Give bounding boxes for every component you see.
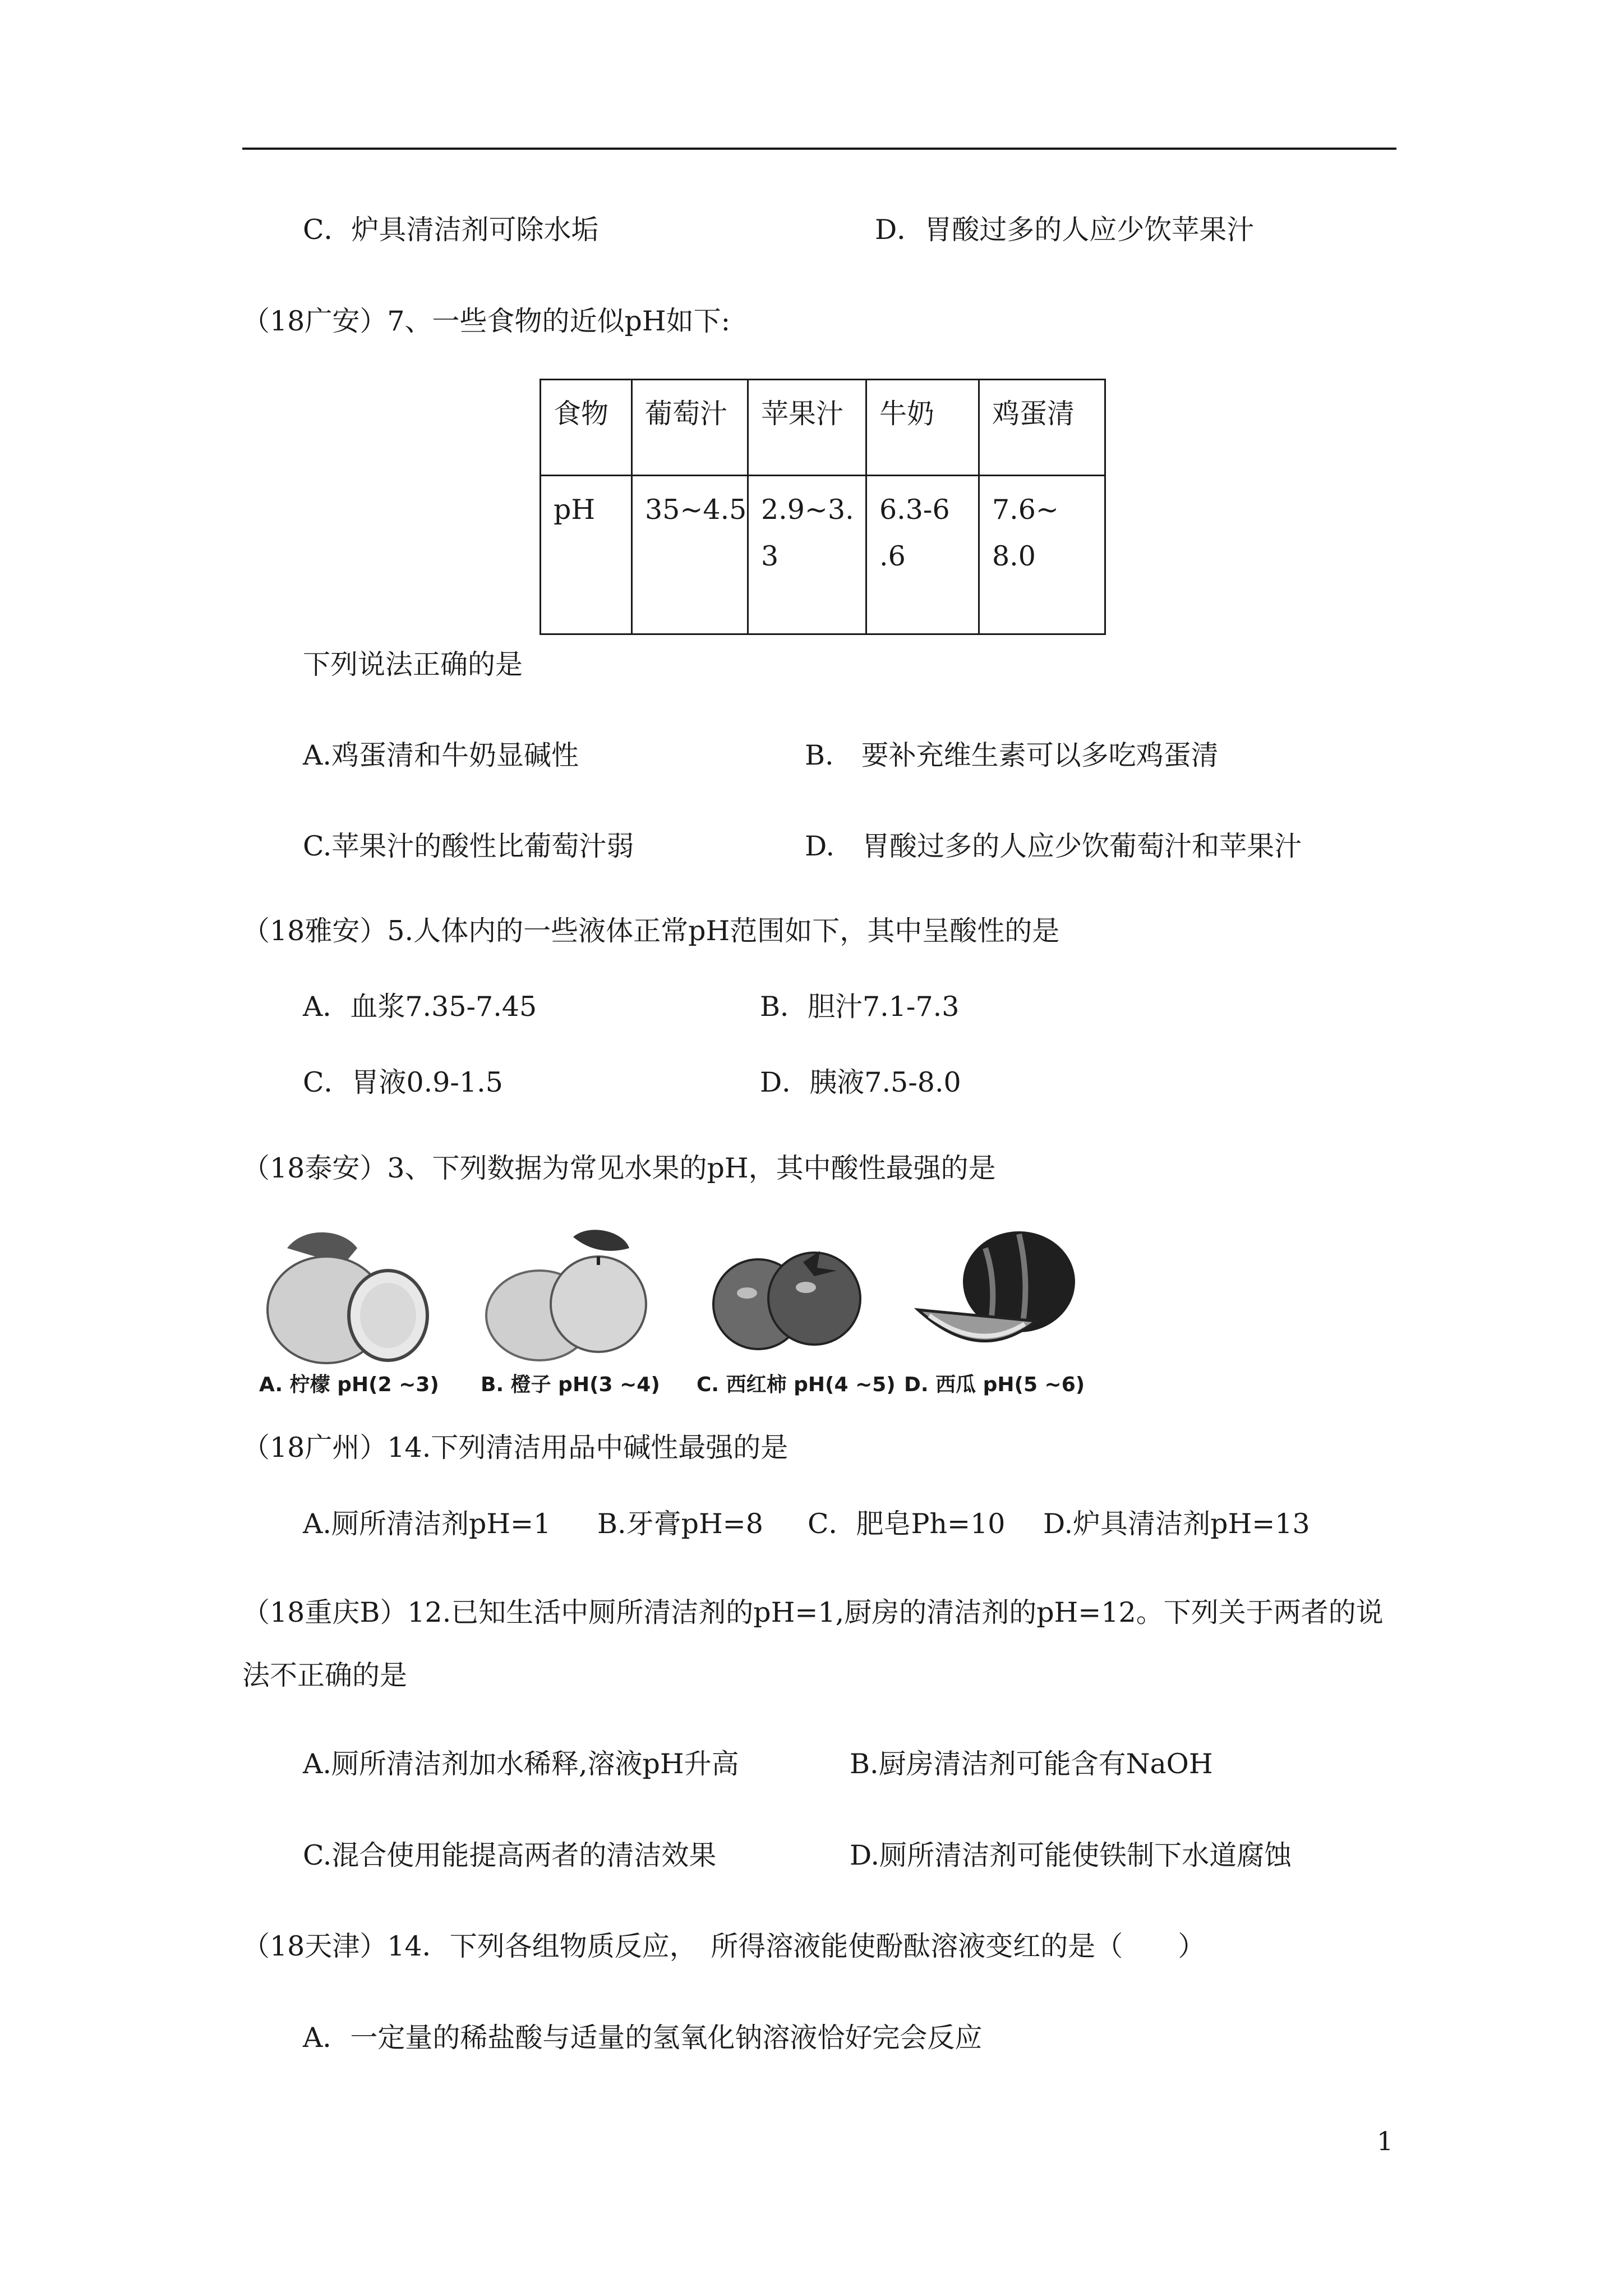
ph-table [540,379,1106,635]
fruit-caption-a: A. 柠檬 pH(2 ~3) [259,1373,439,1396]
prev-option-d: D．胃酸过多的人应少饮苹果汁 [875,214,1255,246]
table-cell: 食物 [541,380,632,476]
tomato-icon [708,1226,865,1373]
yaan-option-a: A．血浆7.35-7.45 [303,991,537,1023]
fruit-caption-d: D. 西瓜 pH(5 ~6) [904,1373,1085,1396]
prev-option-c: C．炉具清洁剂可除水垢 [303,214,599,246]
guangan-option-b: B. 要补充维生素可以多吃鸡蛋清 [805,739,1219,771]
table-cell: pH [541,476,632,634]
table-cell [632,476,748,634]
cell-line: 3 [761,540,779,573]
guangzhou-question-stem: （18广州）14.下列清洁用品中碱性最强的是 [242,1432,789,1464]
table-row [541,476,1105,634]
table-cell [979,476,1105,634]
guangzhou-option-a: A.厕所清洁剂pH=1 [303,1508,551,1540]
chongqing-option-d: D.厕所清洁剂可能使铁制下水道腐蚀 [850,1839,1292,1871]
page-number: 1 [1377,2126,1394,2156]
cell-line: .6 [879,540,906,573]
fruit-caption-b: B. 橙子 pH(3 ~4) [481,1373,660,1396]
guangzhou-option-b: B.牙膏pH=8 [597,1508,763,1540]
table-cell: 葡萄汁 [632,380,748,476]
chongqing-question-stem-line1: （18重庆B）12.已知生活中厕所清洁剂的pH=1,厨房的清洁剂的pH=12。下列关于两者的说 [242,1596,1384,1628]
guangan-question-stem: （18广安）7、一些食物的近似pH如下: [242,305,731,337]
guangan-prompt: 下列说法正确的是 [303,648,523,680]
lemon-icon [265,1226,433,1373]
tianjin-option-a: A．一定量的稀盐酸与适量的氢氧化钠溶液恰好完会反应 [303,2022,983,2054]
table-cell: 苹果汁 [748,380,866,476]
chongqing-option-c: C.混合使用能提高两者的清洁效果 [303,1839,717,1871]
guangan-option-c: C.苹果汁的酸性比葡萄汁弱 [303,830,634,862]
chongqing-option-b: B.厨房清洁剂可能含有NaOH [850,1748,1213,1780]
table-header-row [541,380,1105,476]
guangzhou-option-d: D.炉具清洁剂pH=13 [1043,1508,1310,1540]
cell-line: 35~4.5 [645,494,747,526]
cell-line: 8.0 [992,540,1036,573]
table-cell [748,476,866,634]
guangan-option-a: A.鸡蛋清和牛奶显碱性 [303,739,579,771]
yaan-question-stem: （18雅安）5.人体内的一些液体正常pH范围如下，其中呈酸性的是 [242,915,1060,947]
guangzhou-option-c: C．肥皂Ph=10 [808,1508,1006,1540]
table-cell: 鸡蛋清 [979,380,1105,476]
cell-line: 6.3-6 [879,494,950,526]
cell-line: 7.6~ [992,494,1059,526]
tianjin-question-stem: （18天津）14．下列各组物质反应， 所得溶液能使酚酞溶液变红的是（ ） [242,1930,1206,1962]
cell-line: 2.9~3. [761,494,854,526]
yaan-option-b: B．胆汁7.1-7.3 [760,991,960,1023]
taian-question-stem: （18泰安）3、下列数据为常见水果的pH，其中酸性最强的是 [242,1152,996,1184]
chongqing-option-a: A.厕所清洁剂加水稀释,溶液pH升高 [303,1748,739,1780]
guangan-option-d: D. 胃酸过多的人应少饮葡萄汁和苹果汁 [805,830,1302,862]
yaan-option-c: C．胃液0.9-1.5 [303,1066,503,1098]
header-rule [242,148,1396,150]
orange-icon [478,1226,652,1373]
watermelon-icon [907,1226,1086,1373]
yaan-option-d: D．胰液7.5-8.0 [760,1066,961,1098]
table-cell: 牛奶 [866,380,979,476]
chongqing-question-stem-line2: 法不正确的是 [242,1659,408,1691]
table-cell [866,476,979,634]
fruit-figure [259,1226,1100,1405]
fruit-caption-c: C. 西红柿 pH(4 ~5) [697,1373,896,1396]
